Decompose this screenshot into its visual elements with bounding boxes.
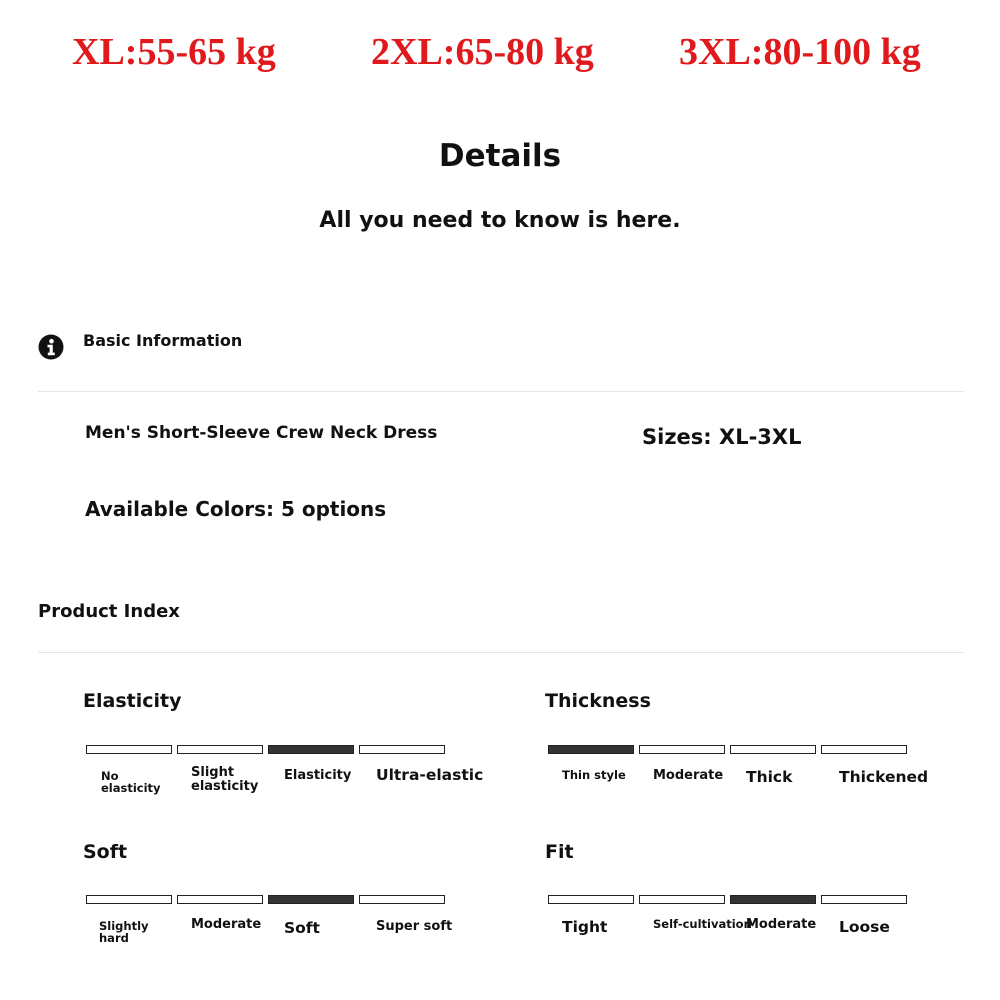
elasticity-scale-segment-selected [268, 745, 354, 754]
size-weight-2xl: 2XL:65-80 kg [371, 31, 594, 73]
fit-scale-segment [821, 895, 907, 904]
soft-scale-label: Soft [284, 919, 320, 937]
thickness-scale-label: Thin style [562, 768, 626, 782]
fit-scale-segment [548, 895, 634, 904]
elasticity-scale-segment [359, 745, 445, 754]
details-subtitle: All you need to know is here. [319, 208, 681, 233]
elasticity-scale-segment [86, 745, 172, 754]
fit-scale-segment [639, 895, 725, 904]
sizes-text: Sizes: XL-3XL [642, 425, 802, 449]
elasticity-scale-label: Elasticity [284, 768, 352, 783]
product-index-heading: Product Index [38, 601, 180, 622]
fit-scale-label: Moderate [746, 917, 817, 932]
divider [38, 391, 964, 392]
elasticity-scale-label: Ultra-elastic [376, 766, 484, 784]
details-title: Details [438, 138, 562, 174]
divider [38, 652, 964, 653]
soft-scale-segment [359, 895, 445, 904]
elasticity-scale-segment [177, 745, 263, 754]
thickness-scale-segment-selected [548, 745, 634, 754]
fit-scale-label: Self-cultivation [653, 917, 752, 931]
soft-scale-segment-selected [268, 895, 354, 904]
fit-scale-label: Tight [562, 918, 608, 936]
elasticity-title: Elasticity [83, 690, 182, 712]
thickness-title: Thickness [545, 690, 651, 712]
thickness-scale-segment [730, 745, 816, 754]
thickness-scale-segment [821, 745, 907, 754]
soft-scale-label: Slightly hard [99, 919, 149, 946]
thickness-scale-label: Thick [746, 768, 793, 786]
fit-scale-segment-selected [730, 895, 816, 904]
soft-scale-segment [177, 895, 263, 904]
available-colors-text: Available Colors: 5 options [85, 497, 387, 521]
basic-information-heading: Basic Information [83, 331, 243, 350]
size-weight-xl: XL:55-65 kg [72, 31, 276, 73]
thickness-scale-segment [639, 745, 725, 754]
soft-scale-label: Moderate [191, 917, 262, 932]
elasticity-scale-label: No elasticity [101, 769, 161, 796]
fit-title: Fit [545, 841, 574, 863]
info-icon [38, 334, 64, 360]
soft-scale-label: Super soft [376, 919, 453, 934]
thickness-scale-label: Moderate [653, 768, 724, 783]
product-name: Men's Short-Sleeve Crew Neck Dress [85, 423, 438, 443]
size-weight-3xl: 3XL:80-100 kg [679, 31, 921, 73]
soft-scale-segment [86, 895, 172, 904]
thickness-scale-label: Thickened [839, 768, 929, 786]
elasticity-scale-label: Slight elasticity [191, 765, 259, 794]
soft-title: Soft [83, 841, 128, 863]
fit-scale-label: Loose [839, 918, 890, 936]
